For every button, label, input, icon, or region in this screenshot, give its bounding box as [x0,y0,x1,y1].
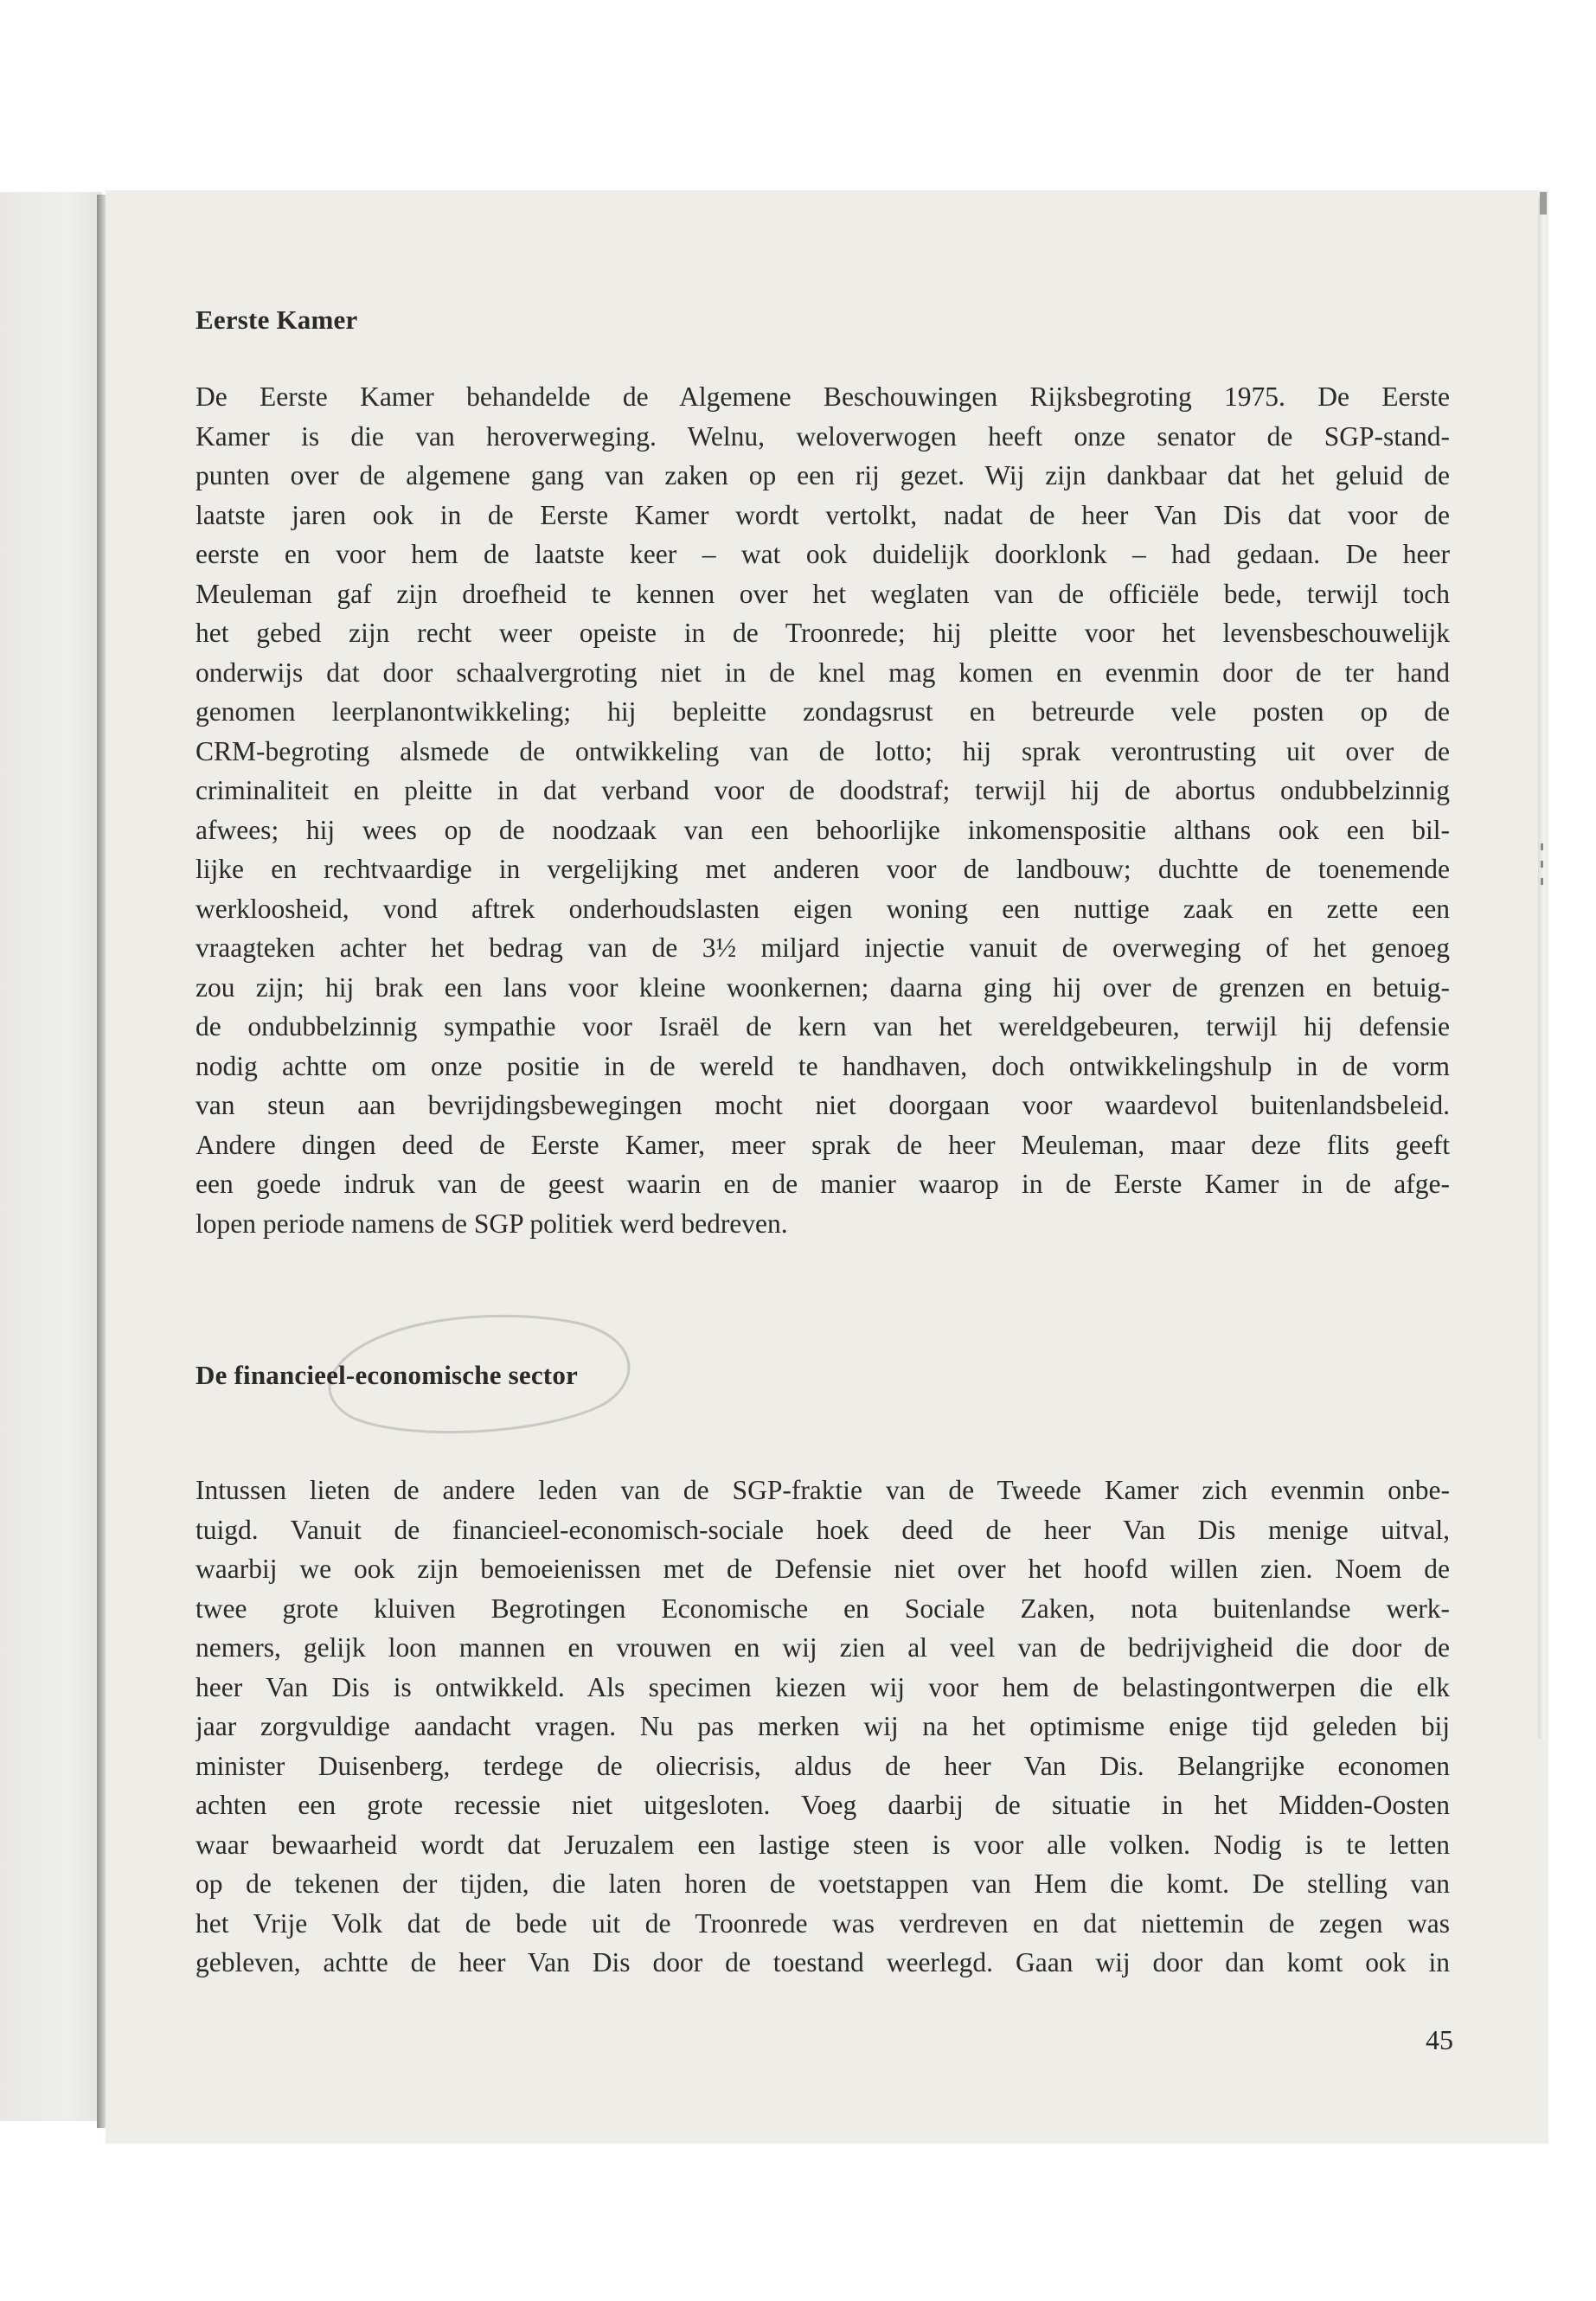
text-line: nemers, gelijk loon mannen en vrouwen en wij zien al veel van de bedrijvigheid die door de [195,1632,1450,1663]
text-line: het gebed zijn recht weer opeiste in de Troonrede; hij pleitte voor het levensbeschouwelijk [195,618,1450,648]
book-spine [97,195,106,2128]
text-line: vraagteken achter het bedrag van de 3½ miljard injectie vanuit de overweging of het genoeg [195,933,1450,963]
paragraph-financieel-economische-sector [195,1471,1450,1983]
text-line: achten een grote recessie niet uitgesloten. Voeg daarbij de situatie in het Midden-Oosten [195,1790,1450,1820]
text-line: gebleven, achtte de heer Van Dis door de toestand weerlegd. Gaan wij door dan komt ook in [195,1947,1450,1977]
text-line: het Vrije Volk dat de bede uit de Troonrede was verdreven en dat niettemin de zegen was [195,1907,1450,1939]
text-line: werkloosheid, vond aftrek onderhoudslasten eigen woning een nuttige zaak en zette een [195,893,1450,924]
page-corner-shadow [1540,192,1547,215]
text-line: tuigd. Vanuit de financieel-economisch-sociale hoek deed de heer Van Dis menige uitval, [195,1514,1450,1545]
text-line: onderwijs dat door schaalvergroting niet in de knel mag komen en evenmin door de ter hand [195,657,1450,688]
text-line: Meuleman gaf zijn droefheid te kennen over het weglaten van de officiële bede, terwijl toch [195,578,1450,609]
text-line: een goede indruk van de geest waarin en de manier waarop in de Eerste Kamer in de afge- [195,1169,1450,1199]
text-line: nodig achtte om onze positie in de wereld te handhaven, doch ontwikkelingshulp in de vorm [195,1050,1450,1081]
text-line: jaar zorgvuldige aandacht vragen. Nu pas merken wij na het optimisme enige tijd geleden bij [195,1711,1450,1741]
page-right-edge [1538,199,1545,1739]
section-heading-eerste-kamer: Eerste Kamer [195,304,358,335]
text-line: Intussen lieten de andere leden van de SGP-fraktie van de Tweede Kamer zich evenmin onbe- [195,1475,1450,1505]
text-line: twee grote kluiven Begrotingen Economische en Sociale Zaken, nota buitenlandse werk- [195,1593,1450,1624]
text-line: Andere dingen deed de Eerste Kamer, meer sprak de heer Meuleman, maar deze flits geeft [195,1129,1450,1160]
text-line: De Eerste Kamer behandelde de Algemene Beschouwingen Rijksbegroting 1975. De Eerste [195,381,1450,412]
text-line: criminaliteit en pleitte in dat verband voor de doodstraf; terwijl hij de abortus ondubbelzinnig [195,775,1450,805]
text-line: zou zijn; hij brak een lans voor kleine woonkernen; daarna ging hij over de grenzen en betuig- [195,971,1450,1003]
text-line: genomen leerplanontwikkeling; hij bepleitte zondagsrust en betreurde vele posten op de [195,696,1450,727]
text-line: minister Duisenberg, terdege de oliecrisis, aldus de heer Van Dis. Belangrijke economen [195,1750,1450,1781]
text-line: CRM-begroting alsmede de ontwikkeling van de lotto; hij sprak verontrusting uit over de [195,735,1450,766]
left-page-edge [0,192,102,2121]
paragraph-eerste-kamer [195,377,1450,1243]
text-line: op de tekenen der tijden, die laten horen de voetstappen van Hem die komt. De stelling van [195,1868,1450,1899]
text-line: laatste jaren ook in de Eerste Kamer wordt vertolkt, nadat de heer Van Dis dat voor de [195,499,1450,530]
text-line: waar bewaarheid wordt dat Jeruzalem een lastige steen is voor alle volken. Nodig is te letten [195,1829,1450,1860]
text-line: lopen periode namens de SGP politiek werd bedreven. [195,1208,788,1239]
margin-marks [1541,843,1544,904]
text-line: waarbij we ook zijn bemoeienissen met de Defensie niet over het hoofd willen zien. Noem de [195,1554,1450,1584]
text-line: lijke en rechtvaardige in vergelijking met anderen voor de landbouw; duchtte de toenemende [195,854,1450,884]
page-number: 45 [1426,2024,1453,2055]
section-heading-financieel-economische-sector: De financieel-economische sector [195,1360,578,1390]
text-line: de ondubbelzinnig sympathie voor Israël de kern van het wereldgebeuren, terwijl hij defensie [195,1011,1450,1042]
text-line: Kamer is die van heroverweging. Welnu, weloverwogen heeft onze senator de SGP-stand- [195,420,1450,452]
text-line: eerste en voor hem de laatste keer – wat ook duidelijk doorklonk – had gedaan. De heer [195,539,1450,569]
text-line: heer Van Dis is ontwikkeld. Als specimen kiezen wij voor hem de belastingontwerpen die elk [195,1671,1450,1702]
text-line: van steun aan bevrijdingsbewegingen mocht niet doorgaan voor waardevol buitenlandsbeleid. [195,1090,1450,1120]
text-line: afwees; hij wees op de noodzaak van een behoorlijke inkomenspositie althans ook een bil- [195,814,1450,845]
text-line: punten over de algemene gang van zaken op een rij gezet. Wij zijn dankbaar dat het geluid de [195,460,1450,490]
